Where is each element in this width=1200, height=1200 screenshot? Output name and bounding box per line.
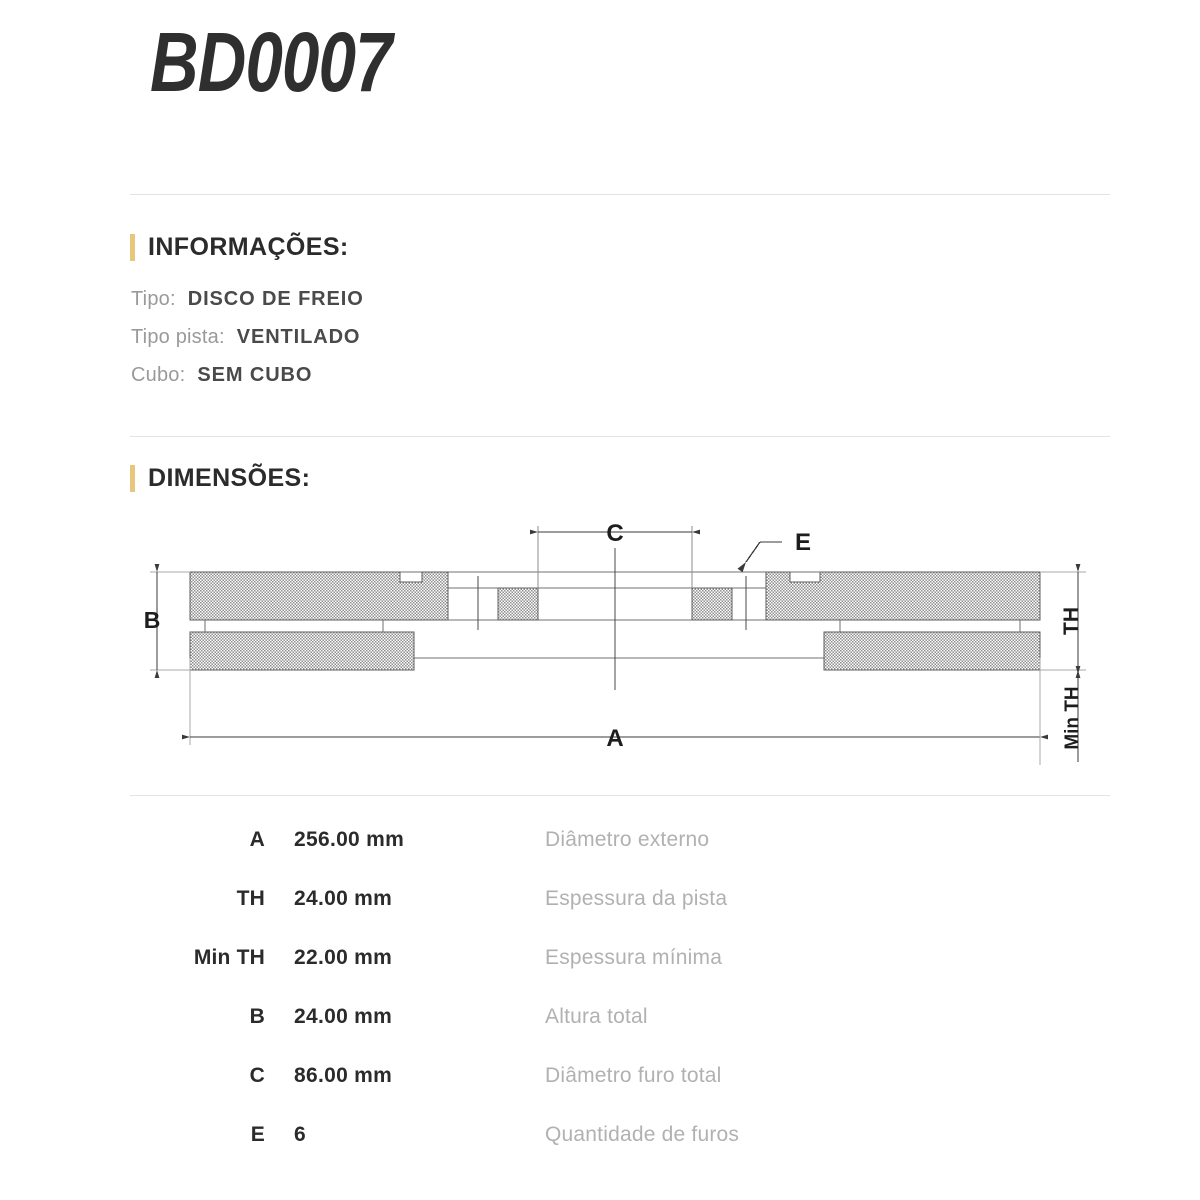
- dim-description: Diâmetro externo: [545, 828, 710, 851]
- info-row: [131, 288, 364, 326]
- dim-label-c: C: [606, 520, 624, 547]
- center-hub-bolt-right: [692, 588, 732, 620]
- dimensoes-heading-label: DIMENSÕES:: [148, 464, 311, 492]
- table-row: [0, 1123, 1200, 1182]
- info-label: Tipo pista:: [131, 326, 225, 348]
- table-row: [0, 1005, 1200, 1064]
- left-upper-ring: [190, 572, 448, 620]
- e-leader-line: [746, 542, 760, 562]
- left-lower-ring: [190, 632, 414, 670]
- dim-value: 22.00 mm: [294, 946, 393, 969]
- center-hub-bolt-left: [498, 588, 538, 620]
- dim-description: Espessura mínima: [545, 946, 723, 969]
- dim-label-b: B: [143, 607, 161, 633]
- right-lower-ring: [824, 632, 1040, 670]
- dim-description: Diâmetro furo total: [545, 1064, 722, 1087]
- dim-key: Min TH: [193, 946, 265, 969]
- dim-key: TH: [236, 887, 265, 910]
- dim-value: 86.00 mm: [294, 1064, 393, 1087]
- dimensions-table: [0, 828, 1200, 1182]
- divider-top: [130, 194, 1110, 195]
- dim-label-e: E: [795, 529, 812, 556]
- info-row: [131, 326, 364, 364]
- dim-key: A: [249, 828, 265, 851]
- table-row: [0, 1064, 1200, 1123]
- brake-disc-cross-section-drawing: [0, 500, 1200, 790]
- divider-bottom: [130, 795, 1110, 796]
- accent-bar-icon: [130, 234, 135, 261]
- info-value: SEM CUBO: [197, 364, 313, 386]
- dim-value: 6: [294, 1123, 306, 1146]
- dimensoes-heading: [130, 464, 310, 493]
- info-value: VENTILADO: [236, 326, 361, 348]
- dim-label-th: TH: [1060, 607, 1083, 635]
- info-label: Cubo:: [131, 364, 186, 386]
- info-value: DISCO DE FREIO: [187, 288, 364, 310]
- dim-description: Quantidade de furos: [545, 1123, 740, 1146]
- dim-key: E: [250, 1123, 265, 1146]
- dim-key: C: [249, 1064, 265, 1087]
- dim-value: 24.00 mm: [294, 1005, 393, 1028]
- dim-key: B: [249, 1005, 265, 1028]
- informacoes-heading-label: INFORMAÇÕES:: [148, 233, 349, 261]
- dim-label-a: A: [606, 725, 624, 752]
- table-row: [0, 828, 1200, 887]
- dim-description: Altura total: [545, 1005, 648, 1028]
- page-title: BD0007: [150, 15, 392, 109]
- informacoes-list: [131, 288, 364, 402]
- info-label: Tipo:: [131, 288, 176, 310]
- right-upper-ring: [766, 572, 1040, 620]
- drawing-svg: [0, 500, 1200, 790]
- accent-bar-icon: [130, 465, 135, 492]
- info-row: [131, 364, 364, 402]
- dim-value: 256.00 mm: [294, 828, 405, 851]
- dim-value: 24.00 mm: [294, 887, 393, 910]
- table-row: [0, 887, 1200, 946]
- table-row: [0, 946, 1200, 1005]
- dim-description: Espessura da pista: [545, 887, 728, 910]
- informacoes-heading: [130, 233, 349, 262]
- dim-label-min-th: Min TH: [1062, 686, 1083, 750]
- divider-middle: [130, 436, 1110, 437]
